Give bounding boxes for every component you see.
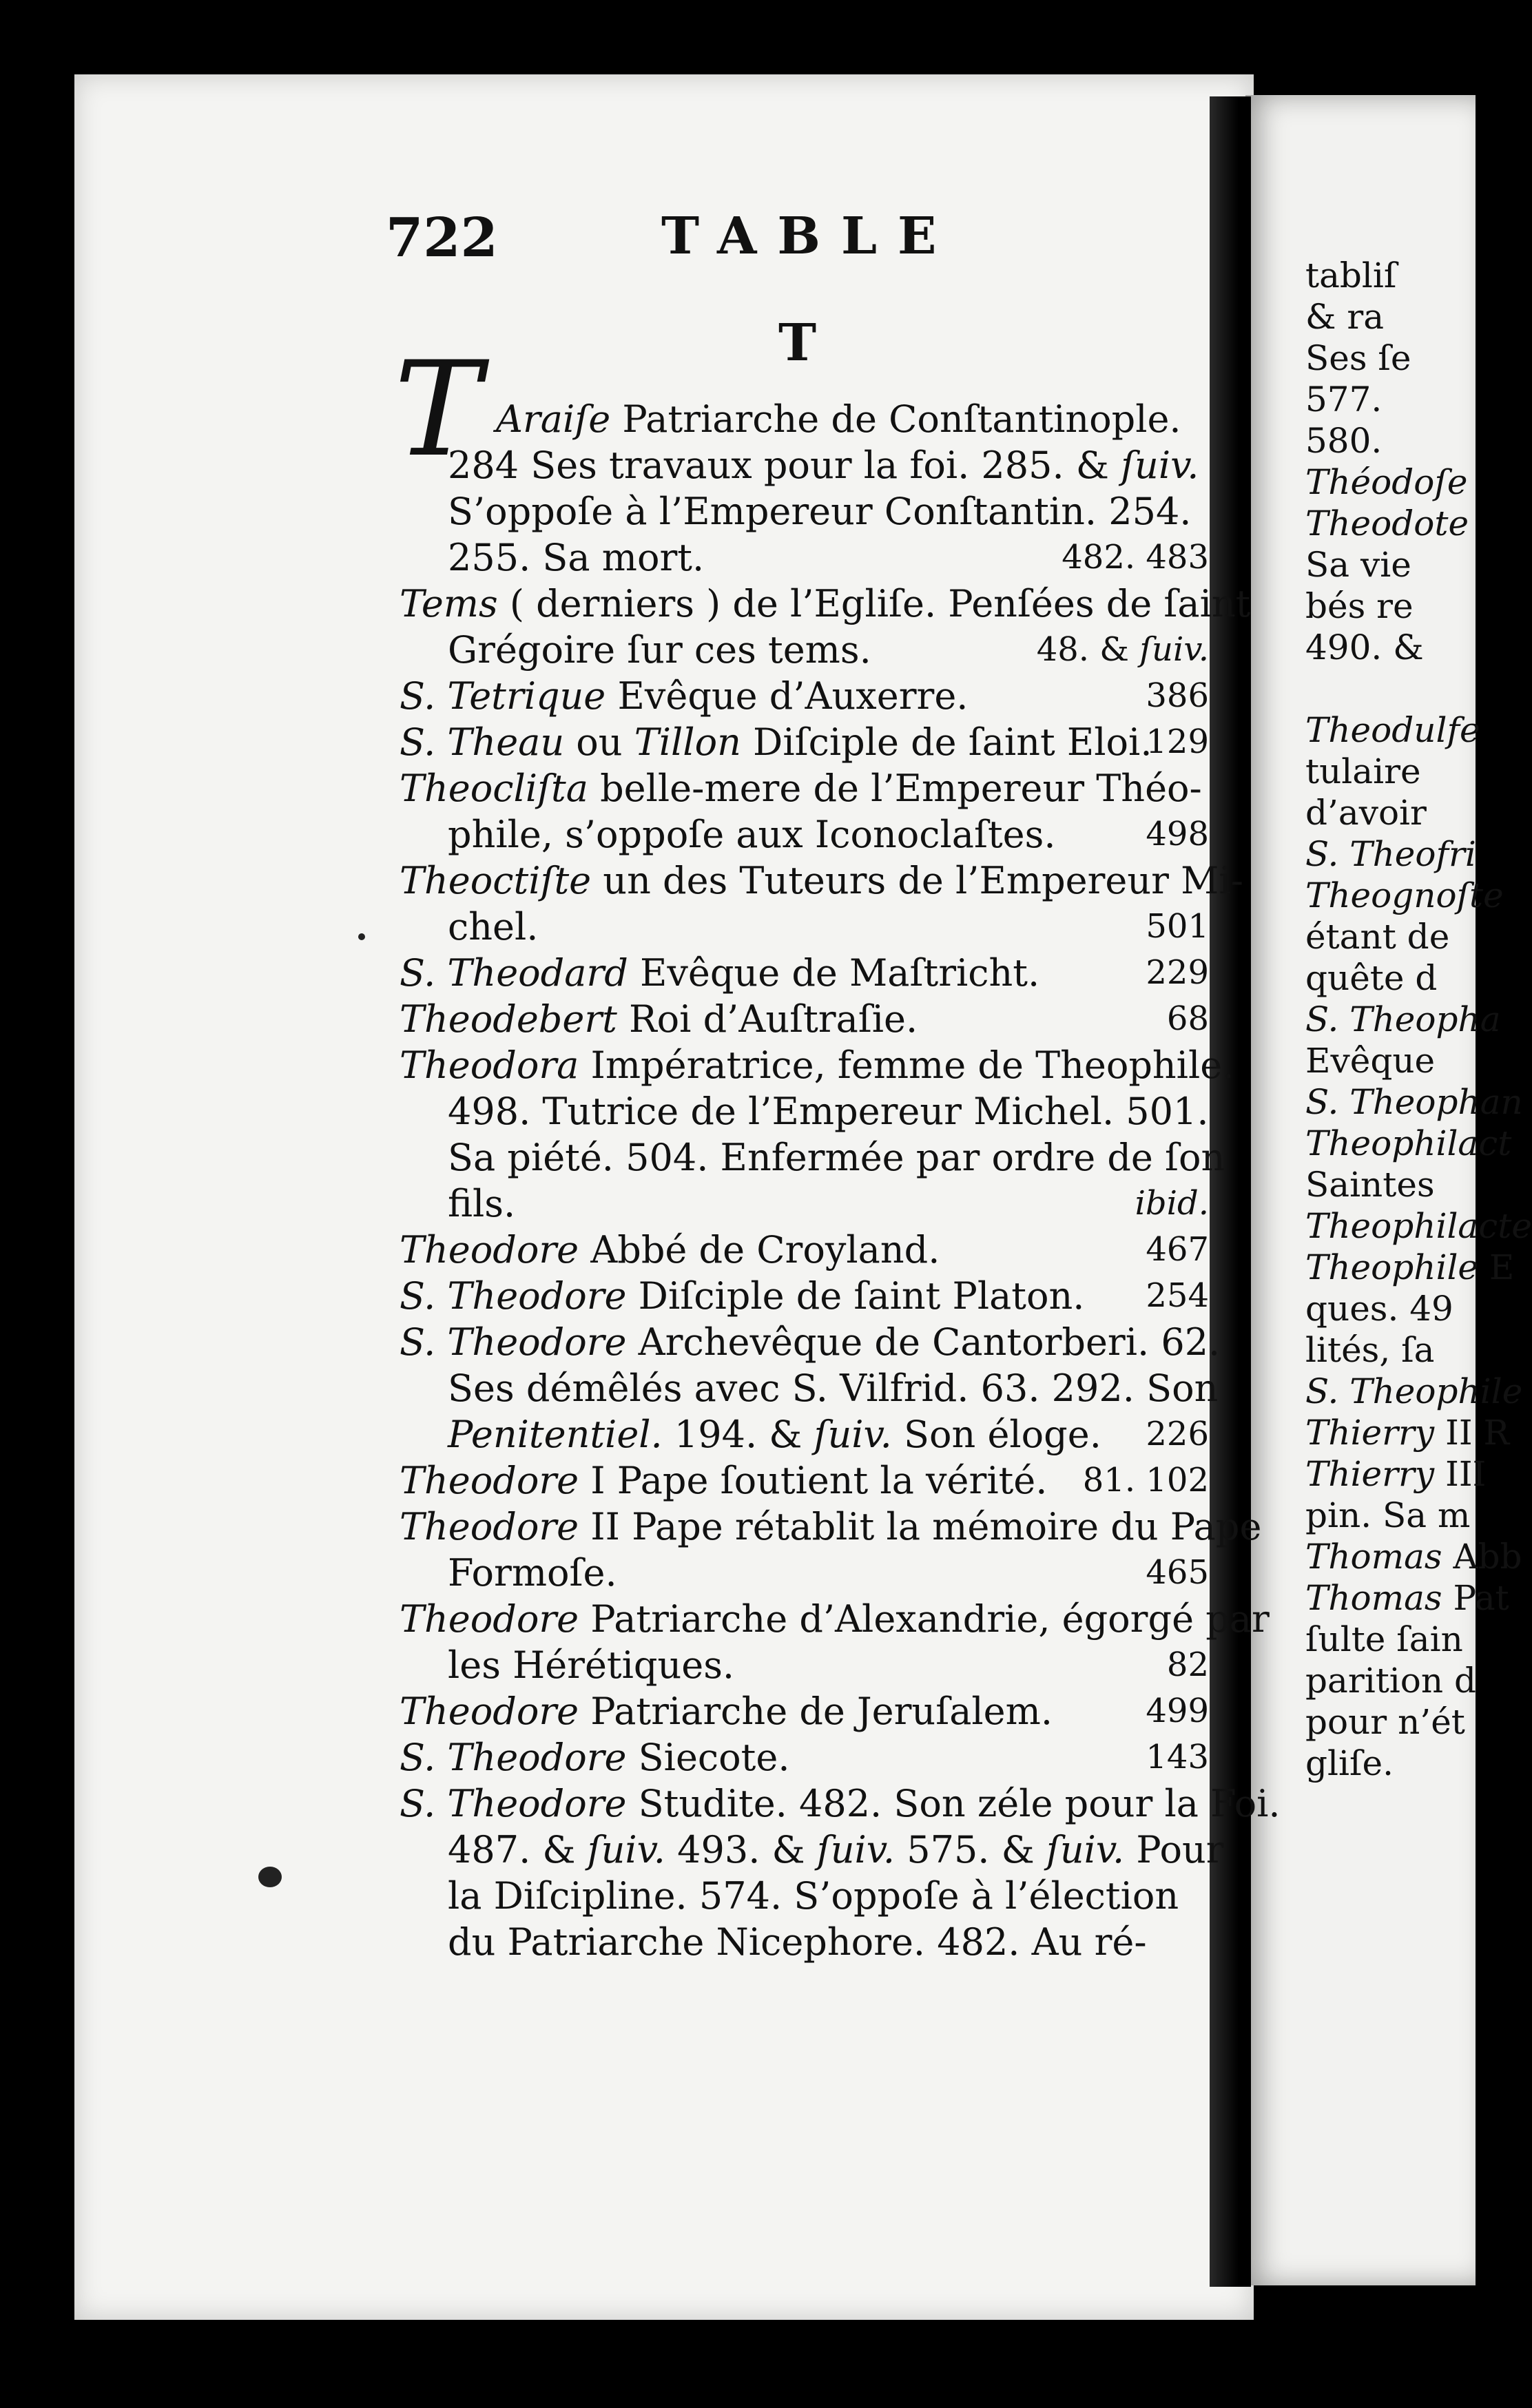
entry-text: Theodore Patriarche d’Alexandrie, égorgé par bbox=[400, 1597, 1270, 1641]
right-page-fragment: Saintes bbox=[1305, 1165, 1435, 1205]
page-reference: 143 bbox=[1146, 1738, 1209, 1776]
page-reference: 499 bbox=[1146, 1692, 1209, 1730]
entry-text: S. Theodore Archevêque de Cantorberi. 62. bbox=[400, 1320, 1221, 1364]
right-page-fragment: ſulte ſain bbox=[1305, 1619, 1463, 1659]
index-entry-line bbox=[400, 719, 1209, 765]
drop-cap: T bbox=[394, 333, 482, 486]
index-entry-line bbox=[400, 1688, 1209, 1734]
entry-text: Theoctiſte un des Tuteurs de l’Empereur Mi- bbox=[400, 859, 1243, 902]
index-entry-line bbox=[400, 950, 1209, 996]
entry-text: 498. Tutrice de l’Empereur Michel. 501. bbox=[448, 1090, 1209, 1133]
right-page-fragment: Theodulfe bbox=[1305, 710, 1480, 750]
right-page-fragment: 577. bbox=[1305, 380, 1383, 419]
index-entry-line bbox=[400, 1734, 1209, 1781]
index-entry-line bbox=[400, 673, 1209, 719]
right-page-fragment: Theognoſte bbox=[1305, 875, 1504, 915]
entry-text: Theodebert Roi d’Auſtraſie. bbox=[400, 997, 918, 1041]
right-page-fragment: Thomas Abb bbox=[1305, 1537, 1522, 1577]
right-page-fragment: S. Theophile bbox=[1305, 1371, 1523, 1411]
index-entry-line bbox=[400, 442, 1209, 488]
page-reference: 81. 102 bbox=[1082, 1461, 1209, 1499]
entry-text: Ses démêlés avec S. Vilfrid. 63. 292. Son bbox=[448, 1367, 1219, 1410]
index-entry-line bbox=[400, 1457, 1209, 1504]
right-page-fragment: Theophilacte bbox=[1305, 1206, 1532, 1246]
book-gutter bbox=[1210, 96, 1251, 2287]
right-page-fragment: ques. 49 bbox=[1305, 1289, 1453, 1329]
page-reference: 82 bbox=[1166, 1646, 1209, 1684]
entry-text: Tems ( derniers ) de l’Egliſe. Penſées de ſaint bbox=[400, 582, 1251, 625]
index-entry-line bbox=[400, 1273, 1209, 1319]
page-reference: 501 bbox=[1146, 907, 1209, 946]
right-page-fragment: Sa vie bbox=[1305, 545, 1411, 585]
right-page-fragment: Theodote bbox=[1305, 504, 1469, 543]
entry-text: Theocliſta belle-mere de l’Empereur Théo- bbox=[400, 767, 1202, 810]
right-page-fragment: S. Theofri bbox=[1305, 834, 1476, 874]
index-entry-line bbox=[400, 1134, 1225, 1181]
section-letter: T bbox=[778, 313, 817, 373]
entry-text: 284 Ses travaux pour la foi. 285. & ſuiv. bbox=[448, 444, 1199, 487]
entry-text: S. Theodore Siecote. bbox=[400, 1736, 790, 1779]
entry-text: Araiſe Patriarche de Conſtantinople. bbox=[496, 397, 1181, 441]
index-entry-line bbox=[400, 1088, 1209, 1134]
index-entry-line bbox=[400, 1181, 1209, 1227]
page-reference: 129 bbox=[1146, 723, 1209, 761]
page-reference: ibid. bbox=[1135, 1184, 1209, 1223]
right-page-fragment: Theophile E bbox=[1305, 1247, 1515, 1287]
page-reference: 229 bbox=[1146, 953, 1209, 992]
index-column bbox=[400, 396, 1281, 1965]
page-reference: 254 bbox=[1146, 1276, 1209, 1315]
right-page-fragment: S. Theophan bbox=[1305, 1082, 1523, 1122]
index-entry-line bbox=[400, 858, 1243, 904]
index-entry-line bbox=[400, 765, 1209, 811]
entry-text: Sa piété. 504. Enfermée par ordre de ſon bbox=[448, 1136, 1225, 1179]
right-page-fragment: 580. bbox=[1305, 421, 1383, 461]
ink-speck bbox=[258, 1867, 282, 1887]
index-entry-line bbox=[400, 996, 1209, 1042]
index-entry-line bbox=[400, 1365, 1219, 1411]
entry-text: Theodore Patriarche de Jeruſalem. bbox=[400, 1690, 1053, 1733]
index-entry-line bbox=[400, 1319, 1221, 1365]
index-entry-line bbox=[400, 627, 1209, 673]
index-entry-line bbox=[400, 904, 1209, 950]
entry-text: S. Tetrique Evêque d’Auxerre. bbox=[400, 674, 969, 718]
page-reference: 498 bbox=[1146, 815, 1209, 853]
entry-text: phile, s’oppoſe aux Iconoclaſtes. bbox=[448, 813, 1056, 856]
right-page-fragment: lités, ſa bbox=[1305, 1330, 1435, 1370]
index-entry-line bbox=[400, 1504, 1262, 1550]
index-entry-line bbox=[400, 534, 1209, 581]
entry-text: S. Theodore Diſciple de ſaint Platon. bbox=[400, 1274, 1085, 1318]
entry-text: du Patriarche Nicephore. 482. Au ré- bbox=[448, 1920, 1147, 1964]
entry-text: Penitentiel. 194. & ſuiv. Son éloge. bbox=[448, 1413, 1101, 1456]
entry-text: Theodore I Pape ſoutient la vérité. bbox=[400, 1459, 1048, 1502]
page-reference: 68 bbox=[1166, 999, 1209, 1038]
page-number: 722 bbox=[386, 207, 498, 269]
entry-text: 255. Sa mort. bbox=[448, 536, 705, 579]
entry-text: Formoſe. bbox=[448, 1551, 617, 1595]
entry-text: S. Theau ou Tillon Diſciple de ſaint Eloi. bbox=[400, 720, 1152, 764]
right-page-fragment: S. Theopha bbox=[1305, 999, 1501, 1039]
right-page-fragment: Theophilact bbox=[1305, 1123, 1512, 1163]
right-page-fragment: Evêque bbox=[1305, 1041, 1436, 1081]
right-page-fragment: tabliſ bbox=[1305, 256, 1397, 295]
index-entry-line bbox=[400, 1919, 1209, 1965]
right-page-fragment: parition d bbox=[1305, 1661, 1476, 1701]
index-entry-line bbox=[400, 1873, 1209, 1919]
index-entry-line bbox=[400, 1042, 1234, 1088]
page-reference: 386 bbox=[1146, 676, 1209, 715]
ink-speck bbox=[358, 933, 365, 940]
entry-text: Grégoire ſur ces tems. bbox=[448, 628, 871, 672]
entry-text: Theodore Abbé de Croyland. bbox=[400, 1228, 940, 1272]
right-page-fragment: Thierry III bbox=[1305, 1454, 1487, 1494]
index-entry-line bbox=[400, 1642, 1209, 1688]
right-page-fragment: gliſe. bbox=[1305, 1743, 1394, 1783]
entry-text: la Diſcipline. 574. S’oppoſe à l’élection bbox=[448, 1874, 1179, 1918]
page-reference: 482. 483 bbox=[1062, 538, 1209, 577]
entry-text: S. Theodore Studite. 482. Son zéle pour la Foi. bbox=[400, 1782, 1281, 1825]
index-entry-line bbox=[400, 488, 1209, 534]
index-entry-line bbox=[400, 1596, 1270, 1642]
index-entry-line bbox=[400, 396, 1209, 442]
entry-text: S’oppoſe à l’Empereur Conſtantin. 254. bbox=[448, 490, 1192, 533]
right-page-fragment: quête d bbox=[1305, 958, 1438, 998]
entry-text: S. Theodard Evêque de Maſtricht. bbox=[400, 951, 1040, 995]
right-page-fragment: tulaire bbox=[1305, 751, 1421, 791]
index-entry-line bbox=[400, 1411, 1209, 1457]
index-entry-line bbox=[400, 1827, 1224, 1873]
right-page-fragment: bés re bbox=[1305, 586, 1414, 626]
right-page-fragment: & ra bbox=[1305, 297, 1385, 337]
page-reference: 48. & ſuiv. bbox=[1036, 630, 1209, 669]
right-page-fragment: Ses ſe bbox=[1305, 338, 1411, 378]
right-page-fragment: 490. & bbox=[1305, 627, 1424, 667]
entry-text: 487. & ſuiv. 493. & ſuiv. 575. & ſuiv. Pour bbox=[448, 1828, 1224, 1871]
right-page-fragment: Théodoſe bbox=[1305, 462, 1468, 502]
right-page-fragment: d’avoir bbox=[1305, 793, 1427, 833]
right-page-fragment: Thierry II R bbox=[1305, 1413, 1510, 1453]
index-entry-line bbox=[400, 1227, 1209, 1273]
right-page-fragment: pour n’ét bbox=[1305, 1702, 1465, 1742]
page-reference: 467 bbox=[1146, 1230, 1209, 1269]
entry-text: fils. bbox=[448, 1182, 516, 1225]
entry-text: Theodore II Pape rétablit la mémoire du Pape bbox=[400, 1505, 1262, 1548]
page-reference: 226 bbox=[1146, 1415, 1209, 1453]
index-entry-line bbox=[400, 1781, 1281, 1827]
running-title: TABLE bbox=[661, 207, 958, 266]
entry-text: Theodora Impératrice, femme de Theophile. bbox=[400, 1044, 1234, 1087]
right-page-fragment: pin. Sa m bbox=[1305, 1495, 1471, 1535]
index-entry-line bbox=[400, 811, 1209, 858]
page-reference: 465 bbox=[1146, 1553, 1209, 1592]
entry-text: chel. bbox=[448, 905, 539, 948]
entry-text: les Hérétiques. bbox=[448, 1643, 735, 1687]
right-page-fragment: Thomas Pat bbox=[1305, 1578, 1509, 1618]
index-entry-line bbox=[400, 1550, 1209, 1596]
right-page-fragment: étant de bbox=[1305, 917, 1450, 957]
index-entry-line bbox=[400, 581, 1251, 627]
